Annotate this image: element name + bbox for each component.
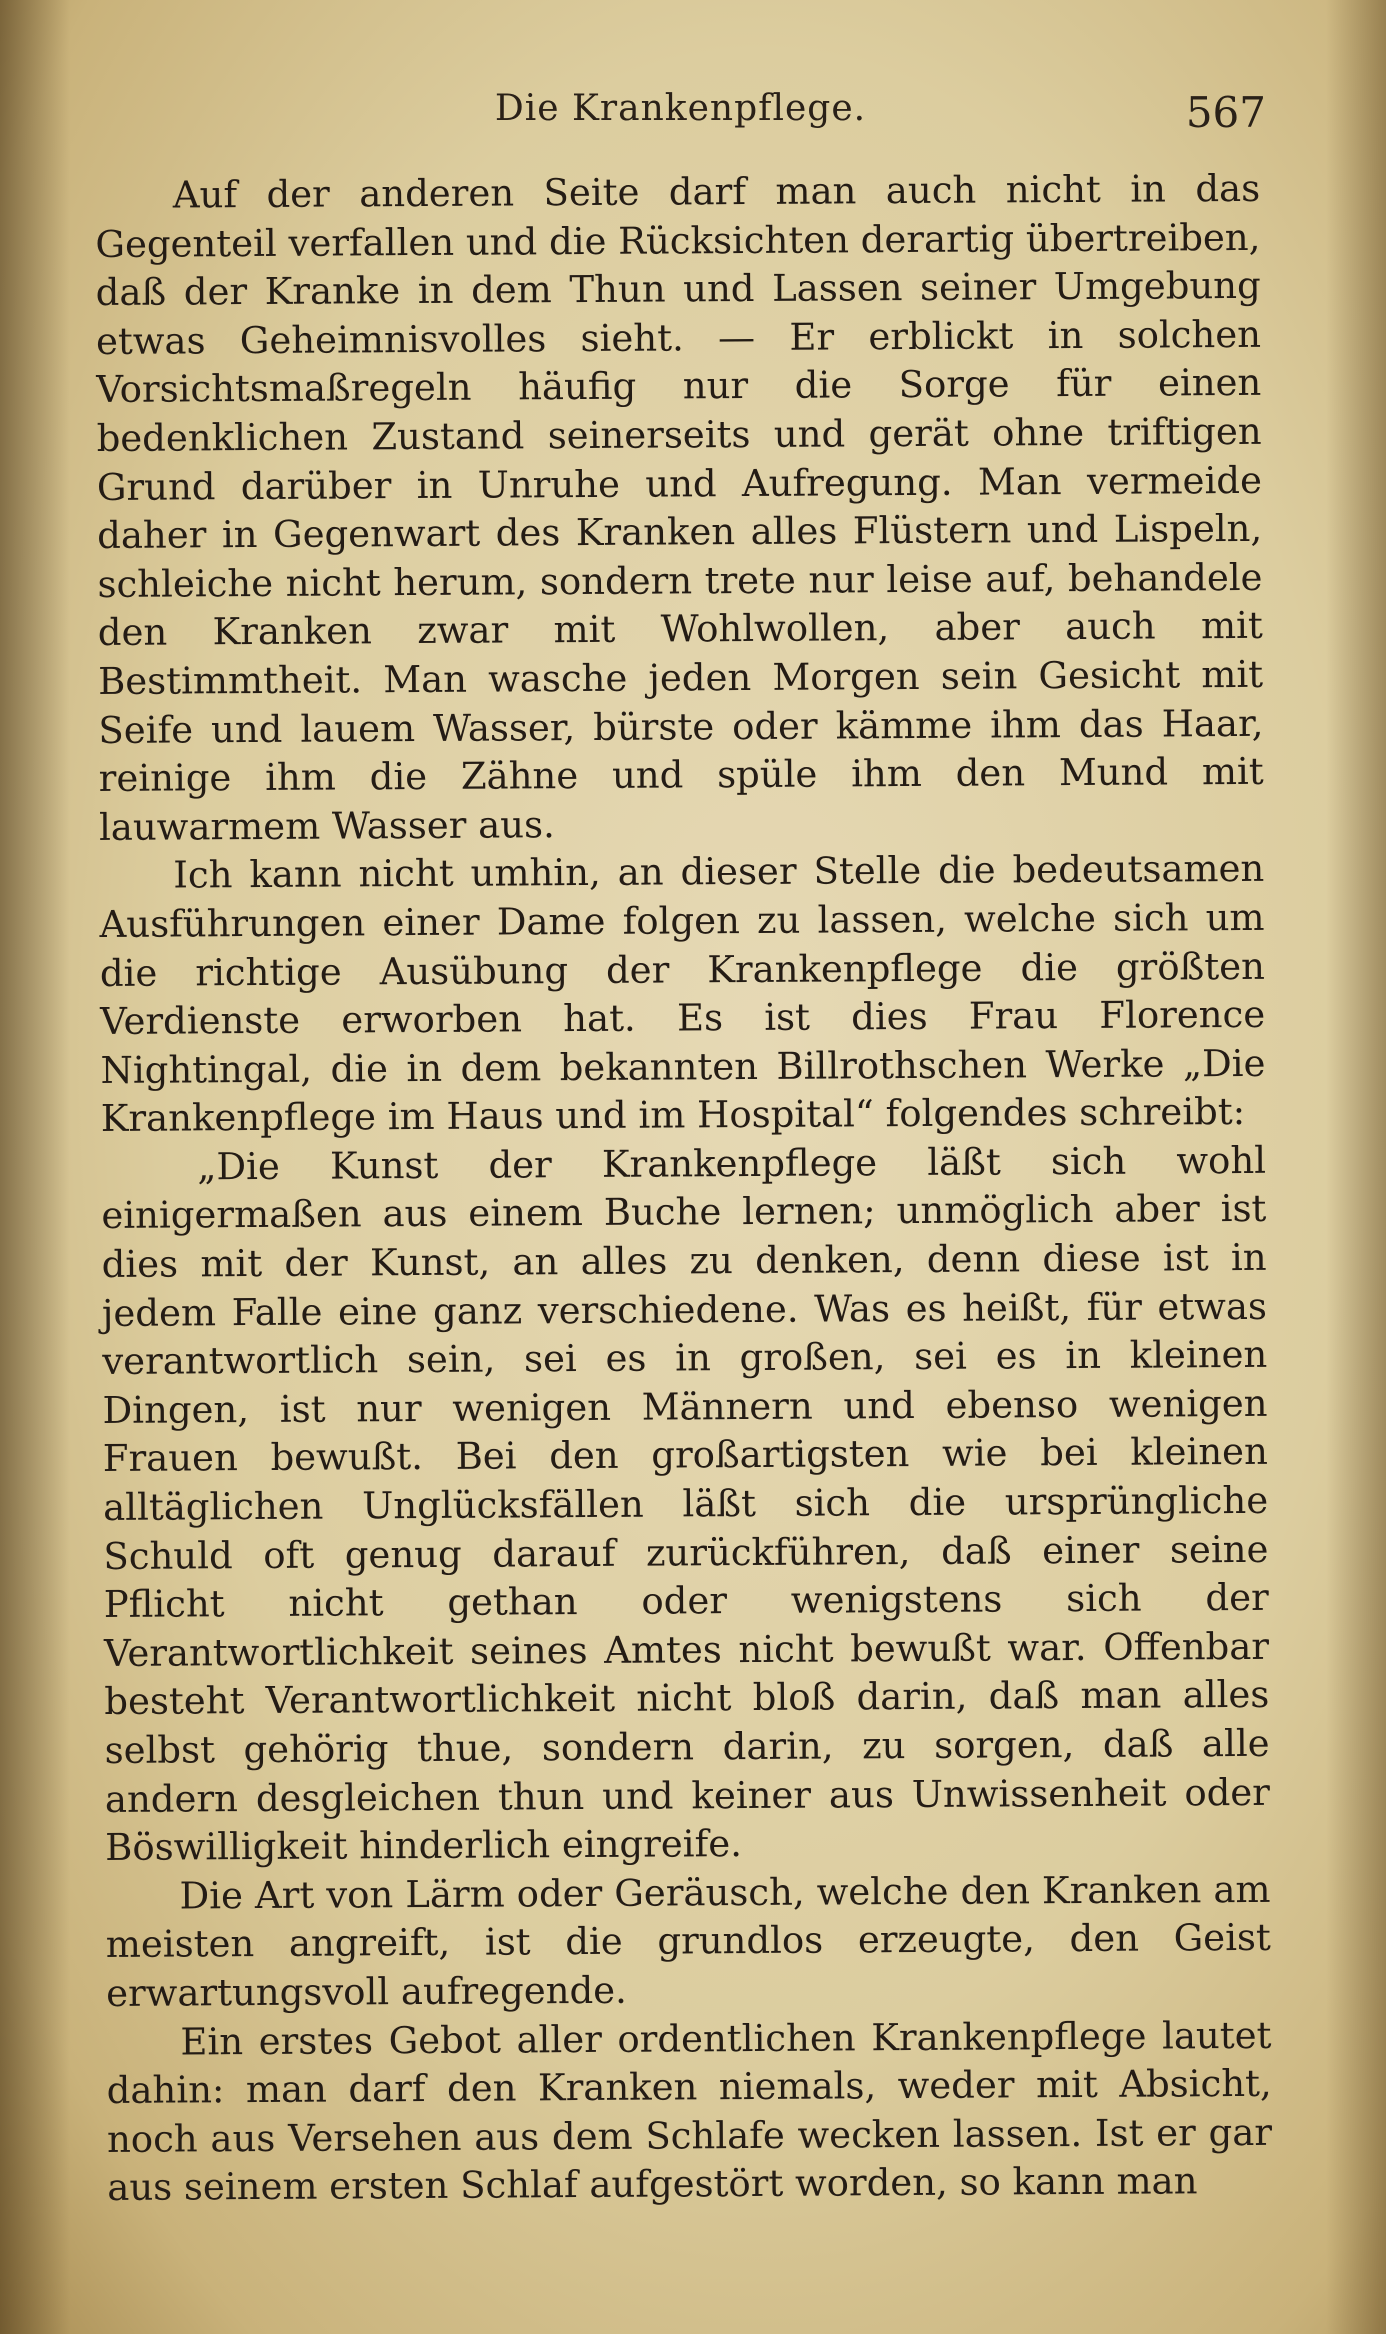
- paragraph: Die Art von Lärm oder Geräusch, welche den Kranken am meisten angreift, ist die grundlos erzeugte, den Geist erwartungsvoll aufregende.: [105, 1867, 1271, 2015]
- paragraph: Ein erstes Gebot aller ordentlichen Krankenpflege lautet dahin: man darf den Kranken niemals, weder mit Absicht, noch aus Versehen aus dem Schlafe wecken lassen. Ist er gar aus seinem ersten Schlaf aufgestört worden, so kann man: [106, 2013, 1273, 2210]
- running-head: Die Krankenpflege.: [494, 88, 867, 129]
- body-text: [95, 165, 1272, 2213]
- paragraph: Ich kann nicht umhin, an dieser Stelle die bedeutsamen Ausführungen einer Dame folgen zu lassen, welche sich um die richtige Ausübung der Krankenpflege die größten Verdienste erworben hat. Es ist dies Frau Florence Nightingal, die in dem bekannten Billrothschen Werke „Die Krankenpflege im Haus und im Hospital“ folgendes schreibt:: [99, 847, 1266, 1141]
- paragraph: Auf der anderen Seite darf man auch nicht in das Gegenteil verfallen und die Rücksichten derartig übertreiben, daß der Kranke in dem Thun und Lassen seiner Umgebung etwas Geheimnisvolles sieht. — Er erblickt in solchen Vorsichtsmaßregeln häufig nur die Sorge für einen bedenklichen Zustand seinerseits und gerät ohne triftigen Grund darüber in Unruhe und Aufregung. Man vermeide daher in Gegenwart des Kranken alles Flüstern und Lispeln, schleiche nicht herum, sondern trete nur leise auf, behandele den Kranken zwar mit Wohlwollen, aber auch mit Bestimmtheit. Man wasche jeden Morgen sein Gesicht mit Seife und lauem Wasser, bürste oder kämme ihm das Haar, reinige ihm die Zähne und spüle ihm den Mund mit lauwarmem Wasser aus.: [95, 166, 1264, 849]
- quote-paragraph: „Die Kunst der Krankenpflege läßt sich wohl einigermaßen aus einem Buche lernen; unmöglich aber ist dies mit der Kunst, an alles zu denken, denn diese ist in jedem Falle eine ganz verschiedene. Was es heißt, für etwas verantwortlich sein, sei es in großen, sei es in kleinen Dingen, ist nur wenigen Männern und ebenso wenigen Frauen bewußt. Bei den großartigsten wie bei kleinen alltäglichen Unglücksfällen läßt sich die ursprüngliche Schuld oft genug darauf zurückführen, daß einer seine Pflicht nicht gethan oder wenigstens sich der Verantwortlichkeit seines Amtes nicht bewußt war. Offenbar besteht Verantwortlichkeit nicht bloß darin, daß man alles selbst gehörig thue, sondern darin, zu sorgen, daß alle andern desgleichen thun und keiner aus Unwissenheit oder Böswilligkeit hinderlich eingreife.: [101, 1138, 1271, 1870]
- page-number: 567: [1185, 88, 1266, 137]
- page-header: [95, 88, 1266, 148]
